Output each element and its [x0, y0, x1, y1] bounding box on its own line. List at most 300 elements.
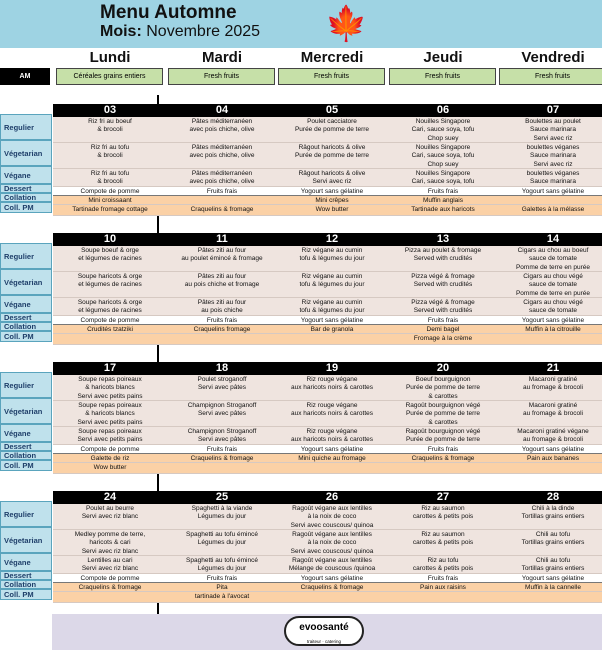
- menu-line: Pâtes méditerranéen: [191, 170, 253, 177]
- menu-line: avec pois chiche, olive: [189, 152, 255, 160]
- menu-cell-des: Yogourt sans gélatine: [496, 445, 602, 454]
- menu-line: au pois chiche et fromage: [184, 281, 260, 289]
- menu-cell-col: Crudités tzatziki: [53, 325, 167, 334]
- row-label-reg: Regulier: [0, 501, 52, 527]
- menu-cell-reg: [165, 117, 279, 143]
- menu-line: Riz végane au cumin: [301, 299, 363, 306]
- menu-cell-des: Fruits frais: [386, 187, 500, 196]
- menu-cell-pm: Wow butter: [53, 463, 167, 474]
- menu-cell-reg: [275, 246, 389, 272]
- row-label-veg: Végetarian: [0, 398, 52, 424]
- menu-cell-des: Fruits frais: [165, 574, 279, 583]
- menu-line: à la noix de coco: [307, 513, 357, 521]
- date-header: 25: [165, 491, 279, 504]
- date-header: 19: [275, 362, 389, 375]
- menu-line: Poulet stroganoff: [197, 376, 247, 383]
- day-header-1: Mardi: [201, 49, 242, 66]
- menu-line: & carottes: [428, 392, 458, 400]
- menu-cell-veg: [275, 401, 389, 427]
- menu-line: Cari, sauce soya, tofu: [411, 178, 475, 186]
- menu-line: Légumes du jour: [197, 539, 247, 547]
- menu-line: Servi avec pâtes: [197, 384, 247, 392]
- menu-cell-veg: [275, 530, 389, 556]
- menu-line: Légumes du jour: [197, 565, 247, 573]
- menu-line: Ragoût bourguignon végé: [405, 428, 481, 435]
- row-label-vgn: Végane: [0, 424, 52, 442]
- row-label-vgn: Végane: [0, 166, 52, 184]
- date-header: 24: [53, 491, 167, 504]
- menu-cell-pm: [53, 592, 167, 603]
- menu-line: Servi avec riz blanc: [81, 547, 139, 555]
- menu-line: au fromage & brocoli: [523, 410, 583, 418]
- menu-line: Riz rouge végane: [306, 376, 358, 383]
- menu-line: Riz fri au tofu: [90, 170, 130, 177]
- menu-line: et légumes de racines: [78, 255, 142, 263]
- menu-cell-reg: [496, 375, 602, 401]
- menu-line: & carottes: [428, 418, 458, 426]
- row-label-des: Dessert: [0, 313, 52, 322]
- menu-cell-des: Yogourt sans gélatine: [496, 187, 602, 196]
- menu-line: carottes & petits pois: [412, 513, 474, 521]
- menu-cell-veg: [165, 143, 279, 169]
- header-banner: [0, 0, 602, 48]
- menu-cell-pm: Craquelins & fromage: [165, 205, 279, 216]
- menu-line: Pâtes méditerranéen: [191, 118, 253, 125]
- menu-line: Spaghetti à la viande: [191, 505, 253, 512]
- menu-cell-des: Yogourt sans gélatine: [275, 445, 389, 454]
- menu-line: & brocoli: [97, 126, 123, 134]
- menu-line: Purée de pomme de terre: [294, 152, 370, 160]
- row-label-vgn: Végane: [0, 295, 52, 313]
- month-label: Mois:: [100, 23, 142, 40]
- menu-line: Pizza au poulet & fromage: [404, 247, 482, 254]
- menu-line: Légumes du jour: [197, 513, 247, 521]
- am-snack-cell: Fresh fruits: [389, 68, 496, 85]
- menu-cell-col: Muffin anglais: [386, 196, 500, 205]
- menu-cell-des: Yogourt sans gélatine: [496, 574, 602, 583]
- month-line: [100, 23, 260, 41]
- menu-cell-vgn: [165, 427, 279, 445]
- menu-line: Servi avec pâtes: [197, 410, 247, 418]
- menu-cell-col: Bar de granola: [275, 325, 389, 334]
- menu-line: sauce de tomate: [528, 281, 578, 289]
- row-label-col: Collation: [0, 193, 52, 202]
- menu-line: Chop suey: [427, 134, 459, 142]
- menu-cell-vgn: [165, 169, 279, 187]
- menu-line: et légumes de racines: [78, 307, 142, 315]
- menu-cell-col: Muffin à la cannelle: [496, 583, 602, 592]
- menu-line: Purée de pomme de terre: [294, 126, 370, 134]
- menu-line: avec pois chiche, olive: [189, 178, 255, 186]
- menu-line: Mélange de couscous /quinoa: [288, 565, 376, 573]
- menu-line: Pizza végé & fromage: [411, 299, 475, 306]
- menu-cell-reg: [386, 504, 500, 530]
- menu-line: Riz rouge végane: [306, 428, 358, 435]
- menu-cell-veg: [53, 530, 167, 556]
- menu-cell-des: Fruits frais: [165, 445, 279, 454]
- menu-cell-pm: Tartinade fromage cottage: [53, 205, 167, 216]
- menu-cell-veg: [496, 530, 602, 556]
- menu-cell-col: Pain aux raisins: [386, 583, 500, 592]
- menu-cell-vgn: [496, 427, 602, 445]
- menu-line: Poulet cacciatore: [307, 118, 357, 125]
- menu-line: Ragoût bourguignon végé: [405, 402, 481, 409]
- menu-cell-pm: [496, 592, 602, 603]
- menu-line: Servi avec petits pains: [77, 418, 143, 426]
- menu-cell-des: Fruits frais: [386, 316, 500, 325]
- menu-cell-vgn: [496, 169, 602, 187]
- menu-line: Riz rouge végane: [306, 402, 358, 409]
- menu-line: boulettes véganes: [526, 144, 580, 151]
- menu-cell-des: Compote de pomme: [53, 187, 167, 196]
- menu-cell-des: Fruits frais: [165, 187, 279, 196]
- menu-cell-veg: [386, 272, 500, 298]
- menu-cell-pm: [165, 334, 279, 345]
- menu-line: Servi avec riz: [533, 134, 573, 142]
- menu-cell-reg: [496, 246, 602, 272]
- date-header: 11: [165, 233, 279, 246]
- date-header: 04: [165, 104, 279, 117]
- menu-cell-col: Galette de riz: [53, 454, 167, 463]
- menu-cell-reg: [386, 246, 500, 272]
- menu-cell-veg: [386, 530, 500, 556]
- menu-line: Purée de pomme de terre: [405, 436, 481, 444]
- day-header-2: Mercredi: [300, 49, 364, 66]
- menu-line: Riz fri au boeuf: [88, 118, 132, 125]
- menu-line: Served with crudités: [413, 281, 473, 289]
- menu-cell-pm: Tartinade aux haricots: [386, 205, 500, 216]
- menu-cell-des: Fruits frais: [165, 316, 279, 325]
- menu-line: haricots & cari: [89, 539, 131, 547]
- menu-line: Poulet au beurre: [85, 505, 135, 512]
- menu-line: Cari, sauce soya, tofu: [411, 152, 475, 160]
- menu-cell-des: Yogourt sans gélatine: [275, 187, 389, 196]
- menu-line: Boeuf bourguignon: [415, 376, 471, 383]
- menu-line: Spaghetti au tofu émincé: [186, 557, 258, 564]
- menu-line: Chop suey: [427, 160, 459, 168]
- row-label-veg: Végetarian: [0, 527, 52, 553]
- menu-cell-des: Compote de pomme: [53, 574, 167, 583]
- menu-line: Soupe repas poireaux: [78, 402, 142, 409]
- menu-line: Servi avec petits pains: [77, 392, 143, 400]
- day-header-0: Lundi: [89, 49, 131, 66]
- date-header: 20: [386, 362, 500, 375]
- menu-line: Cari, sauce soya, tofu: [411, 126, 475, 134]
- menu-cell-des: Fruits frais: [386, 574, 500, 583]
- month-value: Novembre 2025: [146, 23, 261, 40]
- menu-line: Tortillas grains entiers: [521, 513, 585, 521]
- date-header: 17: [53, 362, 167, 375]
- menu-line: Soupe haricots & orge: [77, 299, 143, 306]
- menu-line: Chili au tofu: [535, 531, 571, 538]
- menu-line: Served with crudités: [413, 255, 473, 263]
- menu-line: Spaghetti au tofu émincé: [186, 531, 258, 538]
- menu-cell-col: Craquelins & fromage: [165, 454, 279, 463]
- menu-line: & haricots blancs: [85, 410, 135, 418]
- row-label-reg: Regulier: [0, 372, 52, 398]
- menu-cell-pm: [386, 592, 500, 603]
- menu-cell-pm: tartinade à l'avocat: [165, 592, 279, 603]
- menu-cell-col: [496, 196, 602, 205]
- menu-line: Riz au saumon: [421, 531, 465, 538]
- menu-line: aux haricots noirs & carottes: [290, 384, 373, 392]
- menu-cell-des: Compote de pomme: [53, 316, 167, 325]
- date-header: 21: [496, 362, 602, 375]
- menu-cell-veg: [53, 272, 167, 298]
- menu-line: Soupe boeuf & orge: [81, 247, 139, 254]
- day-header-3: Jeudi: [423, 49, 463, 66]
- menu-cell-pm: Fromage à la crème: [386, 334, 500, 345]
- menu-line: Servi avec petits pains: [77, 436, 143, 444]
- menu-line: Ragoût végane aux lentilles: [292, 557, 372, 564]
- menu-cell-col: Mini crêpes: [275, 196, 389, 205]
- menu-line: Pomme de terre en purée: [515, 289, 591, 297]
- menu-cell-col: Craquelins & fromage: [275, 583, 389, 592]
- menu-cell-reg: [53, 375, 167, 401]
- menu-line: Servi avec couscous/ quinoa: [290, 521, 374, 529]
- date-header: 13: [386, 233, 500, 246]
- menu-cell-vgn: [386, 298, 500, 316]
- menu-line: au poulet émincé & fromage: [181, 255, 263, 263]
- menu-cell-col: Craquelins & fromage: [386, 454, 500, 463]
- row-label-col: Collation: [0, 451, 52, 460]
- menu-cell-veg: [496, 272, 602, 298]
- menu-cell-col: Muffin à la citrouille: [496, 325, 602, 334]
- menu-cell-pm: [275, 592, 389, 603]
- menu-cell-pm: [53, 334, 167, 345]
- menu-cell-reg: [496, 117, 602, 143]
- evoo-sante-logo: [284, 616, 364, 646]
- menu-cell-col: Mini quiche au fromage: [275, 454, 389, 463]
- menu-line: Cigars au chou végé: [523, 273, 583, 280]
- menu-line: Pâtes méditerranéen: [191, 144, 253, 151]
- menu-cell-pm: [165, 463, 279, 474]
- menu-cell-vgn: [165, 556, 279, 574]
- menu-cell-vgn: [386, 556, 500, 574]
- menu-cell-reg: [53, 504, 167, 530]
- menu-line: Riz fri au tofu: [90, 144, 130, 151]
- menu-line: Pâtes ziti au four: [197, 247, 247, 254]
- menu-cell-pm: [496, 463, 602, 474]
- row-label-des: Dessert: [0, 184, 52, 193]
- menu-line: Pomme de terre en purée: [515, 263, 591, 271]
- row-label-vgn: Végane: [0, 553, 52, 571]
- menu-line: Riz au saumon: [421, 505, 465, 512]
- menu-line: boulettes véganes: [526, 170, 580, 177]
- menu-cell-col: Craquelins & fromage: [53, 583, 167, 592]
- menu-line: Served with crudités: [413, 307, 473, 315]
- menu-line: aux haricots noirs & carottes: [290, 410, 373, 418]
- menu-cell-col: Craquelins fromage: [165, 325, 279, 334]
- am-snack-cell: Fresh fruits: [499, 68, 602, 85]
- menu-cell-pm: Galettes à la mélasse: [496, 205, 602, 216]
- menu-line: et légumes de racines: [78, 281, 142, 289]
- menu-cell-pm: [275, 334, 389, 345]
- row-label-pm: Coll. PM: [0, 202, 52, 213]
- menu-line: carottes & petits pois: [412, 539, 474, 547]
- menu-line: Cigars au chou au boeuf: [517, 247, 589, 254]
- menu-cell-veg: [165, 272, 279, 298]
- menu-cell-pm: [275, 463, 389, 474]
- menu-line: Soupe repas poireaux: [78, 376, 142, 383]
- menu-cell-reg: [275, 504, 389, 530]
- menu-cell-vgn: [53, 427, 167, 445]
- menu-line: Râgout haricots & olive: [298, 170, 366, 177]
- menu-line: Sauce marinara: [530, 178, 576, 186]
- menu-cell-veg: [386, 143, 500, 169]
- menu-cell-col: Mini croissaant: [53, 196, 167, 205]
- menu-line: Chili au tofu: [535, 557, 571, 564]
- menu-cell-des: Yogourt sans gélatine: [275, 574, 389, 583]
- menu-line: Riz au tofu: [427, 557, 459, 564]
- menu-cell-veg: [165, 530, 279, 556]
- date-header: 14: [496, 233, 602, 246]
- menu-cell-veg: [496, 401, 602, 427]
- date-header: 05: [275, 104, 389, 117]
- menu-line: aux haricots noirs & carottes: [290, 436, 373, 444]
- menu-cell-vgn: [386, 169, 500, 187]
- menu-cell-des: Fruits frais: [386, 445, 500, 454]
- row-label-col: Collation: [0, 580, 52, 589]
- menu-line: Soupe repas poireaux: [78, 428, 142, 435]
- row-label-col: Collation: [0, 322, 52, 331]
- row-label-pm: Coll. PM: [0, 589, 52, 600]
- menu-cell-veg: [496, 143, 602, 169]
- row-label-pm: Coll. PM: [0, 331, 52, 342]
- menu-cell-vgn: [275, 556, 389, 574]
- menu-line: Ragoût végane aux lentilles: [292, 531, 372, 538]
- menu-line: Nouilles Singapore: [415, 144, 471, 151]
- menu-line: Servi avec riz: [533, 160, 573, 168]
- menu-cell-reg: [165, 504, 279, 530]
- menu-line: Chili à la dinde: [531, 505, 575, 512]
- menu-line: Macaroni gratiné: [528, 402, 578, 409]
- menu-line: tofu & légumes du jour: [299, 281, 365, 289]
- menu-line: sauce de tomate: [528, 307, 578, 315]
- am-snack-cell: Fresh fruits: [278, 68, 385, 85]
- menu-line: Riz végane au cumin: [301, 273, 363, 280]
- menu-line: Servi avec pâtes: [197, 436, 247, 444]
- date-header: 07: [496, 104, 602, 117]
- maple-leaf-icon: 🍁: [325, 5, 368, 43]
- menu-line: Ragoût végane aux lentilles: [292, 505, 372, 512]
- menu-cell-veg: [53, 401, 167, 427]
- menu-cell-veg: [386, 401, 500, 427]
- menu-cell-vgn: [496, 298, 602, 316]
- row-label-veg: Végetarian: [0, 140, 52, 166]
- menu-cell-reg: [165, 246, 279, 272]
- date-header: 06: [386, 104, 500, 117]
- menu-cell-reg: [165, 375, 279, 401]
- menu-line: au fromage & brocoli: [523, 436, 583, 444]
- menu-line: au pois chiche: [201, 307, 243, 315]
- menu-cell-pm: [386, 463, 500, 474]
- am-snack-cell: Céréales grains entiers: [56, 68, 163, 85]
- menu-line: Champignon Stroganoff: [187, 428, 257, 435]
- date-header: 27: [386, 491, 500, 504]
- date-header: 12: [275, 233, 389, 246]
- date-header: 10: [53, 233, 167, 246]
- menu-line: Medley pomme de terre,: [74, 531, 146, 538]
- menu-cell-col: [165, 196, 279, 205]
- am-snack-cell: Fresh fruits: [168, 68, 275, 85]
- menu-line: Lentilles au cari: [87, 557, 133, 564]
- date-header: 03: [53, 104, 167, 117]
- menu-cell-col: Demi bagel: [386, 325, 500, 334]
- row-label-veg: Végetarian: [0, 269, 52, 295]
- menu-cell-reg: [53, 246, 167, 272]
- row-label-des: Dessert: [0, 442, 52, 451]
- menu-cell-veg: [275, 272, 389, 298]
- menu-line: Servi avec riz blanc: [81, 565, 139, 573]
- menu-cell-vgn: [275, 427, 389, 445]
- menu-line: Macaroni gratiné végane: [517, 428, 589, 435]
- menu-cell-veg: [275, 143, 389, 169]
- menu-line: sauce de tomate: [528, 255, 578, 263]
- menu-line: Nouilles Singapore: [415, 118, 471, 125]
- row-label-reg: Regulier: [0, 114, 52, 140]
- logo-tagline: traiteur · catering: [306, 639, 341, 644]
- menu-cell-vgn: [386, 427, 500, 445]
- menu-line: Pâtes ziti au four: [197, 273, 247, 280]
- menu-line: tofu & légumes du jour: [299, 255, 365, 263]
- menu-line: carottes & petits pois: [412, 565, 474, 573]
- row-label-reg: Regulier: [0, 243, 52, 269]
- menu-cell-veg: [165, 401, 279, 427]
- menu-cell-reg: [53, 117, 167, 143]
- am-label: AM: [0, 68, 50, 85]
- menu-cell-veg: [53, 143, 167, 169]
- menu-line: Riz végane au cumin: [301, 247, 363, 254]
- menu-line: & brocoli: [97, 178, 123, 186]
- menu-cell-vgn: [275, 298, 389, 316]
- menu-cell-vgn: [53, 556, 167, 574]
- menu-cell-vgn: [53, 298, 167, 316]
- menu-cell-vgn: [165, 298, 279, 316]
- menu-line: Soupe haricots & orge: [77, 273, 143, 280]
- menu-line: Tortillas grains entiers: [521, 565, 585, 573]
- row-label-pm: Coll. PM: [0, 460, 52, 471]
- menu-cell-vgn: [53, 169, 167, 187]
- menu-line: Pizza végé & fromage: [411, 273, 475, 280]
- menu-line: Servi avec riz blanc: [81, 513, 139, 521]
- menu-line: Sauce marinara: [530, 126, 576, 134]
- menu-line: Pâtes ziti au four: [197, 299, 247, 306]
- menu-line: Boulettes au poulet: [525, 118, 581, 125]
- menu-cell-col: Pita: [165, 583, 279, 592]
- menu-line: Tortillas grains entiers: [521, 539, 585, 547]
- menu-line: Sauce marinara: [530, 152, 576, 160]
- date-header: 28: [496, 491, 602, 504]
- menu-line: Macaroni gratiné: [528, 376, 578, 383]
- menu-cell-reg: [496, 504, 602, 530]
- menu-line: & haricots blancs: [85, 384, 135, 392]
- menu-cell-des: Compote de pomme: [53, 445, 167, 454]
- menu-line: Cigars au chou végé: [523, 299, 583, 306]
- menu-cell-reg: [386, 375, 500, 401]
- menu-cell-reg: [386, 117, 500, 143]
- menu-cell-pm: [496, 334, 602, 345]
- menu-line: Champignon Stroganoff: [187, 402, 257, 409]
- menu-line: tofu & légumes du jour: [299, 307, 365, 315]
- menu-line: à la noix de coco: [307, 539, 357, 547]
- menu-line: Servi avec couscous/ quinoa: [290, 547, 374, 555]
- menu-cell-col: Pain aux bananes: [496, 454, 602, 463]
- day-header-4: Vendredi: [521, 49, 585, 66]
- menu-line: Râgout haricots & olive: [298, 144, 366, 151]
- menu-line: & brocoli: [97, 152, 123, 160]
- menu-line: Purée de pomme de terre: [405, 384, 481, 392]
